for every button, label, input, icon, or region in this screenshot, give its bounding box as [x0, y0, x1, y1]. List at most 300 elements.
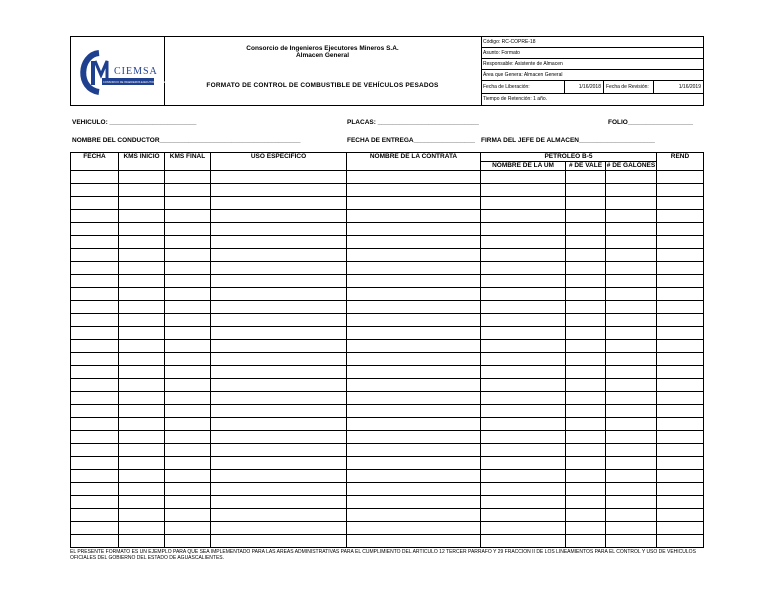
table-cell[interactable] [211, 327, 347, 340]
table-cell[interactable] [347, 431, 481, 444]
table-cell[interactable] [71, 483, 119, 496]
table-cell[interactable] [211, 457, 347, 470]
table-cell[interactable] [481, 418, 566, 431]
table-cell[interactable] [71, 184, 119, 197]
table-cell[interactable] [566, 314, 606, 327]
table-row [71, 444, 704, 457]
table-cell[interactable] [606, 275, 657, 288]
table-cell[interactable] [119, 171, 165, 184]
col-num-galones: # DE GALONES [606, 162, 656, 169]
table-cell[interactable] [165, 249, 211, 262]
table-cell[interactable] [657, 353, 704, 366]
folio-field: FOLIO__________________ [608, 119, 693, 126]
table-cell[interactable] [211, 301, 347, 314]
table-cell[interactable] [211, 210, 347, 223]
table-cell[interactable] [165, 223, 211, 236]
table-cell[interactable] [71, 509, 119, 522]
table-cell[interactable] [165, 210, 211, 223]
table-cell[interactable] [119, 418, 165, 431]
table-cell[interactable] [71, 262, 119, 275]
table-cell[interactable] [481, 210, 566, 223]
table-cell[interactable] [119, 496, 165, 509]
table-row [71, 301, 704, 314]
table-cell[interactable] [119, 262, 165, 275]
table-cell[interactable] [657, 262, 704, 275]
table-cell[interactable] [566, 418, 606, 431]
table-cell[interactable] [165, 197, 211, 210]
col-rend: REND [657, 153, 704, 171]
table-cell[interactable] [165, 262, 211, 275]
table-cell[interactable] [606, 535, 657, 548]
table-cell[interactable] [347, 184, 481, 197]
table-cell[interactable] [566, 431, 606, 444]
table-cell[interactable] [481, 392, 566, 405]
table-cell[interactable] [606, 496, 657, 509]
table-cell[interactable] [71, 301, 119, 314]
table-cell[interactable] [481, 353, 566, 366]
table-cell[interactable] [119, 275, 165, 288]
table-cell[interactable] [347, 223, 481, 236]
company-name [164, 45, 481, 59]
table-cell[interactable] [566, 405, 606, 418]
table-cell[interactable] [606, 314, 657, 327]
table-cell[interactable] [347, 210, 481, 223]
table-cell[interactable] [71, 535, 119, 548]
table-cell[interactable] [606, 418, 657, 431]
table-cell[interactable] [657, 327, 704, 340]
table-cell[interactable] [165, 509, 211, 522]
table-cell[interactable] [71, 392, 119, 405]
table-cell[interactable] [347, 418, 481, 431]
table-cell[interactable] [566, 483, 606, 496]
table-cell[interactable] [119, 470, 165, 483]
document-header [70, 36, 704, 106]
table-cell[interactable] [566, 340, 606, 353]
table-cell[interactable] [481, 444, 566, 457]
table-cell[interactable] [481, 236, 566, 249]
table-cell[interactable] [165, 457, 211, 470]
table-cell[interactable] [606, 197, 657, 210]
table-cell[interactable] [347, 340, 481, 353]
table-cell[interactable] [71, 353, 119, 366]
table-cell[interactable] [657, 457, 704, 470]
table-cell[interactable] [657, 275, 704, 288]
table-cell[interactable] [657, 197, 704, 210]
table-cell[interactable] [566, 535, 606, 548]
table-cell[interactable] [606, 249, 657, 262]
table-cell[interactable] [165, 340, 211, 353]
table-cell[interactable] [211, 470, 347, 483]
fecha-entrega-field: FECHA DE ENTREGA_________________ [347, 137, 476, 144]
table-cell[interactable] [606, 262, 657, 275]
table-cell[interactable] [211, 535, 347, 548]
table-body [71, 171, 704, 548]
table-cell[interactable] [347, 249, 481, 262]
table-cell[interactable] [347, 314, 481, 327]
table-cell[interactable] [165, 301, 211, 314]
table-cell[interactable] [481, 470, 566, 483]
table-cell[interactable] [119, 301, 165, 314]
table-cell[interactable] [165, 431, 211, 444]
table-cell[interactable] [606, 457, 657, 470]
table-cell[interactable] [606, 431, 657, 444]
table-cell[interactable] [481, 405, 566, 418]
table-cell[interactable] [606, 301, 657, 314]
table-cell[interactable] [657, 418, 704, 431]
table-row [71, 327, 704, 340]
table-cell[interactable] [657, 340, 704, 353]
table-cell[interactable] [211, 405, 347, 418]
table-cell[interactable] [657, 483, 704, 496]
table-cell[interactable] [566, 496, 606, 509]
table-cell[interactable] [481, 275, 566, 288]
table-cell[interactable] [481, 184, 566, 197]
table-cell[interactable] [606, 171, 657, 184]
table-cell[interactable] [119, 314, 165, 327]
table-cell[interactable] [566, 262, 606, 275]
logo-brand-text: CIEMSA [114, 66, 158, 77]
table-cell[interactable] [347, 535, 481, 548]
table-cell[interactable] [119, 405, 165, 418]
table-cell[interactable] [481, 522, 566, 535]
table-cell[interactable] [347, 509, 481, 522]
table-cell[interactable] [211, 379, 347, 392]
table-cell[interactable] [71, 366, 119, 379]
table-cell[interactable] [347, 405, 481, 418]
table-cell[interactable] [347, 470, 481, 483]
table-cell[interactable] [657, 366, 704, 379]
table-cell[interactable] [71, 288, 119, 301]
table-cell[interactable] [211, 366, 347, 379]
table-cell[interactable] [347, 353, 481, 366]
table-cell[interactable] [606, 522, 657, 535]
table-cell[interactable] [211, 223, 347, 236]
table-cell[interactable] [165, 353, 211, 366]
table-cell[interactable] [119, 184, 165, 197]
table-cell[interactable] [566, 366, 606, 379]
table-cell[interactable] [566, 223, 606, 236]
table-cell[interactable] [165, 444, 211, 457]
table-cell[interactable] [657, 431, 704, 444]
table-cell[interactable] [71, 431, 119, 444]
table-cell[interactable] [481, 496, 566, 509]
table-cell[interactable] [211, 483, 347, 496]
table-cell[interactable] [119, 457, 165, 470]
table-cell[interactable] [119, 483, 165, 496]
table-cell[interactable] [211, 353, 347, 366]
table-cell[interactable] [347, 483, 481, 496]
table-cell[interactable] [71, 405, 119, 418]
fecha-liberacion-label: Fecha de Liberación: [483, 84, 530, 90]
table-cell[interactable] [211, 249, 347, 262]
table-cell[interactable] [566, 444, 606, 457]
table-cell[interactable] [566, 470, 606, 483]
table-row [71, 483, 704, 496]
table-cell[interactable] [165, 470, 211, 483]
table-cell[interactable] [211, 522, 347, 535]
table-cell[interactable] [481, 301, 566, 314]
fecha-revision-value: 1/16/2019 [678, 84, 701, 90]
table-cell[interactable] [71, 210, 119, 223]
table-cell[interactable] [119, 431, 165, 444]
table-cell[interactable] [347, 171, 481, 184]
table-cell[interactable] [606, 184, 657, 197]
table-cell[interactable] [657, 535, 704, 548]
table-cell[interactable] [657, 184, 704, 197]
table-cell[interactable] [71, 496, 119, 509]
table-cell[interactable] [566, 288, 606, 301]
table-cell[interactable] [119, 535, 165, 548]
table-cell[interactable] [71, 457, 119, 470]
table-cell[interactable] [566, 509, 606, 522]
vehiculo-field: VEHICULO: ________________________ [72, 119, 197, 126]
table-row [71, 249, 704, 262]
table-cell[interactable] [165, 496, 211, 509]
table-cell[interactable] [165, 535, 211, 548]
table-cell[interactable] [165, 392, 211, 405]
table-cell[interactable] [165, 379, 211, 392]
table-cell[interactable] [481, 366, 566, 379]
table-cell[interactable] [606, 405, 657, 418]
info-responsable: Responsable: Asistente de Almacen [481, 59, 703, 70]
table-cell[interactable] [71, 197, 119, 210]
table-cell[interactable] [165, 288, 211, 301]
table-cell[interactable] [119, 379, 165, 392]
table-cell[interactable] [211, 392, 347, 405]
table-cell[interactable] [481, 379, 566, 392]
table-cell[interactable] [606, 392, 657, 405]
table-cell[interactable] [481, 249, 566, 262]
table-cell[interactable] [119, 340, 165, 353]
table-cell[interactable] [481, 223, 566, 236]
table-cell[interactable] [71, 444, 119, 457]
table-cell[interactable] [119, 444, 165, 457]
table-cell[interactable] [566, 197, 606, 210]
info-codigo: Código: RC-COPRE-18 [481, 37, 703, 48]
table-cell[interactable] [347, 327, 481, 340]
logo-tagline-text: CONSORCIO DE INGENIEROS EJECUTORES MINEROS S.A. DE C.V. [103, 81, 187, 84]
table-cell[interactable] [165, 366, 211, 379]
table-cell[interactable] [481, 197, 566, 210]
table-cell[interactable] [165, 522, 211, 535]
table-cell[interactable] [657, 496, 704, 509]
table-row [71, 392, 704, 405]
table-cell[interactable] [119, 366, 165, 379]
table-cell[interactable] [481, 340, 566, 353]
table-cell[interactable] [657, 223, 704, 236]
table-cell[interactable] [165, 418, 211, 431]
table-row [71, 184, 704, 197]
table-cell[interactable] [566, 210, 606, 223]
table-cell[interactable] [119, 197, 165, 210]
table-cell[interactable] [566, 236, 606, 249]
table-cell[interactable] [119, 288, 165, 301]
table-cell[interactable] [211, 314, 347, 327]
table-cell[interactable] [211, 236, 347, 249]
table-cell[interactable] [119, 353, 165, 366]
table-cell[interactable] [71, 314, 119, 327]
info-dates-row [481, 81, 703, 94]
table-cell[interactable] [71, 236, 119, 249]
table-cell[interactable] [211, 444, 347, 457]
table-row [71, 418, 704, 431]
logo-cell [71, 37, 187, 105]
table-cell[interactable] [347, 288, 481, 301]
table-cell[interactable] [71, 275, 119, 288]
table-cell[interactable] [165, 314, 211, 327]
table-cell[interactable] [657, 249, 704, 262]
table-cell[interactable] [566, 327, 606, 340]
table-cell[interactable] [347, 522, 481, 535]
fecha-liberacion-value: 1/16/2018 [578, 84, 601, 90]
table-cell[interactable] [657, 288, 704, 301]
table-cell[interactable] [566, 301, 606, 314]
table-cell[interactable] [606, 509, 657, 522]
table-cell[interactable] [481, 431, 566, 444]
table-cell[interactable] [657, 314, 704, 327]
table-cell[interactable] [119, 249, 165, 262]
table-cell[interactable] [657, 301, 704, 314]
table-cell[interactable] [119, 392, 165, 405]
table-cell[interactable] [566, 249, 606, 262]
table-cell[interactable] [211, 340, 347, 353]
table-cell[interactable] [119, 327, 165, 340]
table-cell[interactable] [566, 522, 606, 535]
table-cell[interactable] [119, 236, 165, 249]
ciemsa-logo [71, 37, 187, 107]
table-cell[interactable] [71, 249, 119, 262]
col-num-vale: # DE VALE [566, 162, 606, 171]
table-cell[interactable] [71, 340, 119, 353]
table-cell[interactable] [481, 262, 566, 275]
table-cell[interactable] [119, 522, 165, 535]
table-row [71, 366, 704, 379]
table-cell[interactable] [211, 509, 347, 522]
table-cell[interactable] [481, 314, 566, 327]
table-cell[interactable] [347, 236, 481, 249]
table-cell[interactable] [347, 301, 481, 314]
table-cell[interactable] [566, 184, 606, 197]
table-cell[interactable] [71, 522, 119, 535]
table-cell[interactable] [606, 470, 657, 483]
table-cell[interactable] [481, 535, 566, 548]
table-cell[interactable] [657, 522, 704, 535]
info-area: Área que Genera: Almacen General [481, 70, 703, 81]
table-cell[interactable] [347, 392, 481, 405]
table-cell[interactable] [211, 197, 347, 210]
table-cell[interactable] [481, 288, 566, 301]
table-cell[interactable] [71, 418, 119, 431]
table-cell[interactable] [657, 444, 704, 457]
table-cell[interactable] [211, 418, 347, 431]
table-cell[interactable] [165, 171, 211, 184]
table-cell[interactable] [657, 470, 704, 483]
table-row [71, 470, 704, 483]
table-cell[interactable] [165, 275, 211, 288]
table-cell[interactable] [657, 509, 704, 522]
table-cell[interactable] [71, 327, 119, 340]
table-cell[interactable] [211, 171, 347, 184]
table-cell[interactable] [606, 210, 657, 223]
table-row [71, 405, 704, 418]
table-cell[interactable] [606, 223, 657, 236]
form-title: FORMATO DE CONTROL DE COMBUSTIBLE DE VEHÍCULOS PESADOS [206, 82, 439, 89]
table-cell[interactable] [119, 210, 165, 223]
table-cell[interactable] [119, 509, 165, 522]
table-cell[interactable] [481, 457, 566, 470]
document-info [481, 37, 703, 105]
table-cell[interactable] [165, 184, 211, 197]
fuel-log-table [70, 152, 704, 548]
table-cell[interactable] [347, 366, 481, 379]
table-cell[interactable] [165, 405, 211, 418]
table-cell[interactable] [657, 236, 704, 249]
table-cell[interactable] [566, 379, 606, 392]
table-cell[interactable] [211, 431, 347, 444]
table-cell[interactable] [71, 379, 119, 392]
table-cell[interactable] [347, 197, 481, 210]
table-cell[interactable] [211, 275, 347, 288]
table-cell[interactable] [165, 483, 211, 496]
table-cell[interactable] [347, 379, 481, 392]
table-cell[interactable] [347, 262, 481, 275]
table-cell[interactable] [657, 171, 704, 184]
table-cell[interactable] [657, 379, 704, 392]
table-cell[interactable] [481, 171, 566, 184]
table-row [71, 457, 704, 470]
table-cell[interactable] [211, 496, 347, 509]
table-cell[interactable] [566, 275, 606, 288]
table-cell[interactable] [481, 483, 566, 496]
table-cell[interactable] [657, 405, 704, 418]
table-row [71, 223, 704, 236]
table-cell[interactable] [606, 483, 657, 496]
table-cell[interactable] [606, 340, 657, 353]
table-cell[interactable] [606, 327, 657, 340]
table-cell[interactable] [71, 470, 119, 483]
table-cell[interactable] [71, 223, 119, 236]
table-cell[interactable] [606, 366, 657, 379]
table-cell[interactable] [566, 457, 606, 470]
table-cell[interactable] [347, 457, 481, 470]
table-cell[interactable] [606, 236, 657, 249]
table-cell[interactable] [165, 236, 211, 249]
table-cell[interactable] [657, 392, 704, 405]
info-asunto: Asunto: Formato [481, 48, 703, 59]
table-cell[interactable] [481, 509, 566, 522]
table-cell[interactable] [211, 262, 347, 275]
table-cell[interactable] [347, 444, 481, 457]
table-cell[interactable] [347, 275, 481, 288]
table-cell[interactable] [481, 327, 566, 340]
table-cell[interactable] [657, 210, 704, 223]
table-row [71, 236, 704, 249]
table-cell[interactable] [566, 353, 606, 366]
table-cell[interactable] [566, 171, 606, 184]
table-cell[interactable] [606, 353, 657, 366]
table-cell[interactable] [211, 288, 347, 301]
table-cell[interactable] [606, 288, 657, 301]
table-cell[interactable] [71, 171, 119, 184]
table-cell[interactable] [606, 444, 657, 457]
table-cell[interactable] [606, 379, 657, 392]
table-cell[interactable] [119, 223, 165, 236]
table-cell[interactable] [347, 496, 481, 509]
table-cell[interactable] [165, 327, 211, 340]
table-cell[interactable] [211, 184, 347, 197]
table-row [71, 522, 704, 535]
table-cell[interactable] [566, 392, 606, 405]
